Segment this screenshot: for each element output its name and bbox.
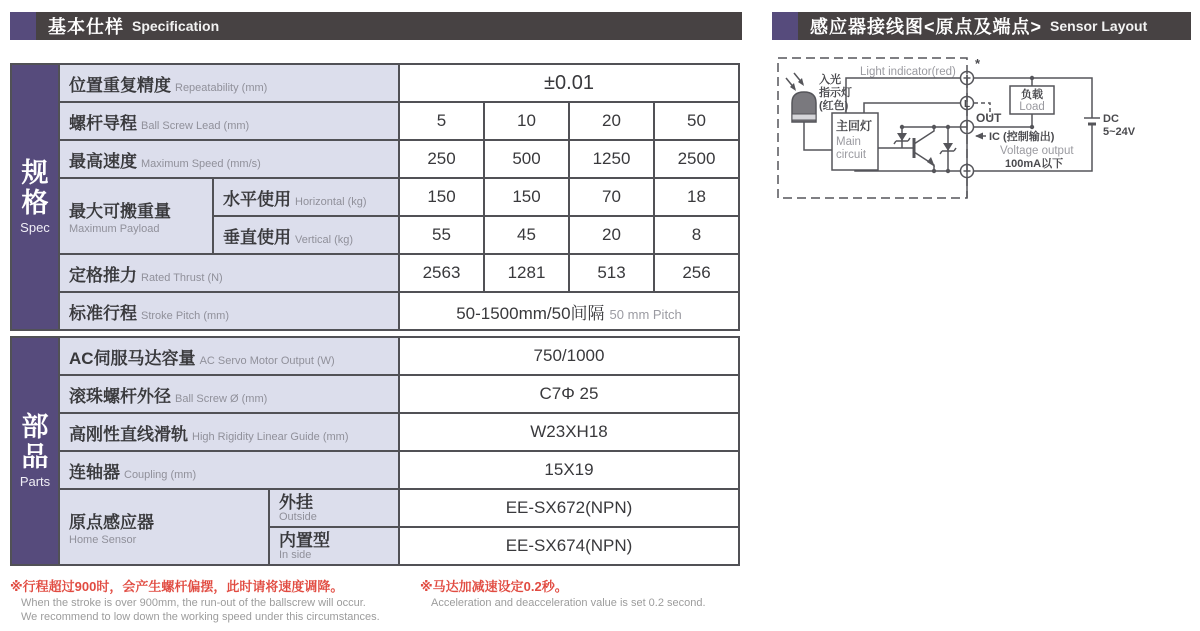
value-stroke-zh: 50-1500mm/50间隔 [456, 303, 605, 323]
load-zh: 负载 [1021, 89, 1043, 101]
sensor-boundary-box [778, 58, 967, 198]
main-circuit-en1: Main [836, 136, 861, 148]
sensor-layout-header-bar [772, 12, 1191, 40]
value-sensor-outside: EE-SX672(NPN) [399, 489, 739, 527]
voltage-output-label: Voltage output [1000, 145, 1074, 157]
value-thrust-3: 513 [569, 254, 654, 292]
label-vertical-en: Vertical (kg) [295, 233, 354, 246]
led-label-line3: (红色) [819, 100, 849, 112]
dc-voltage-label: 5~24V [1103, 126, 1136, 138]
label-vertical [213, 216, 399, 254]
label-coupling-en: Coupling (mm) [124, 468, 197, 481]
label-stroke-pitch [59, 292, 399, 330]
footnote-accel-zh: ※马达加减速设定0.2秒。 [420, 579, 568, 594]
value-vertical-2: 45 [484, 216, 569, 254]
svg-text:L: L [963, 99, 971, 110]
label-linear-guide [59, 413, 399, 451]
row-max-speed [11, 140, 739, 178]
value-horizontal-3: 70 [569, 178, 654, 216]
value-speed-1: 250 [399, 140, 484, 178]
terminal-out-label: OUT [976, 111, 1002, 125]
main-circuit-en2: circuit [836, 149, 867, 161]
footnote-acceleration [420, 576, 750, 609]
section-spec-zh: 规格 [21, 158, 49, 218]
value-stroke-en: 50 mm Pitch [609, 306, 682, 322]
row-ball-screw-dia [11, 375, 739, 413]
parts-table [10, 336, 740, 566]
dc-label: DC [1103, 113, 1119, 125]
row-coupling [11, 451, 739, 489]
purple-accent-square [10, 12, 36, 40]
value-stroke-pitch [399, 292, 739, 330]
label-guide-en: High Rigidity Linear Guide (mm) [192, 430, 349, 443]
value-linear-guide: W23XH18 [399, 413, 739, 451]
row-payload-horizontal [11, 178, 739, 216]
label-repeatability-en: Repeatability (mm) [175, 81, 268, 94]
value-thrust-2: 1281 [484, 254, 569, 292]
footnote-stroke-en2: We recommend to low down the working speed under this circumstances. [21, 611, 380, 623]
specification-header-bar [10, 12, 742, 40]
terminal-star: * [975, 56, 981, 71]
value-horizontal-4: 18 [654, 178, 739, 216]
label-coupling-zh: 连轴器 [69, 462, 120, 482]
label-screw-zh: 滚珠螺杆外径 [69, 386, 171, 406]
label-max-speed [59, 140, 399, 178]
specification-header-zh: 基本仕样 [48, 17, 124, 37]
row-repeatability [11, 64, 739, 102]
row-linear-guide [11, 413, 739, 451]
row-stroke-pitch [11, 292, 739, 330]
value-speed-2: 500 [484, 140, 569, 178]
section-label-spec [11, 64, 59, 330]
label-thrust-zh: 定格推力 [69, 265, 137, 285]
purple-accent-square [772, 12, 798, 40]
value-thrust-4: 256 [654, 254, 739, 292]
label-ball-screw-lead [59, 102, 399, 140]
value-lead-1: 5 [399, 102, 484, 140]
footnote-accel-en: Acceleration and deacceleration value is set 0.2 second. [431, 597, 706, 609]
label-vertical-zh: 垂直使用 [223, 227, 291, 247]
label-motor-zh: AC伺服马达容量 [69, 348, 196, 368]
label-horizontal-zh: 水平使用 [223, 189, 291, 209]
label-max-payload [59, 178, 213, 254]
value-horizontal-1: 150 [399, 178, 484, 216]
led-label-line1: 入光 [819, 74, 841, 86]
value-coupling: 15X19 [399, 451, 739, 489]
row-rated-thrust [11, 254, 739, 292]
label-repeatability [59, 64, 399, 102]
value-repeatability: ±0.01 [399, 64, 739, 102]
value-lead-4: 50 [654, 102, 739, 140]
label-thrust-en: Rated Thrust (N) [141, 271, 223, 284]
value-sensor-inside: EE-SX674(NPN) [399, 527, 739, 565]
label-servo-motor [59, 337, 399, 375]
label-stroke-zh: 标准行程 [69, 303, 137, 323]
label-inside-zh: 内置型 [279, 530, 330, 550]
specification-header-en: Specification [132, 18, 220, 34]
label-payload-zh: 最大可搬重量 [69, 202, 171, 221]
footnote-stroke-zh: ※行程超过900时，会产生螺杆偏摆，此时请将速度调降。 [10, 579, 344, 594]
value-speed-3: 1250 [569, 140, 654, 178]
label-home-sensor [59, 489, 269, 565]
sensor-wiring-diagram [772, 48, 1192, 216]
section-parts-zh: 部品 [21, 412, 49, 472]
value-lead-3: 20 [569, 102, 654, 140]
label-sensor-zh: 原点感应器 [69, 513, 154, 532]
led-label-line2: 指示灯 [819, 87, 852, 99]
section-label-parts [11, 337, 59, 565]
label-repeatability-zh: 位置重复精度 [69, 75, 171, 95]
label-rated-thrust [59, 254, 399, 292]
label-sensor-en: Home Sensor [69, 534, 137, 546]
row-home-sensor-outside [11, 489, 739, 527]
footnote-stroke [10, 576, 410, 623]
value-vertical-4: 8 [654, 216, 739, 254]
label-horizontal [213, 178, 399, 216]
light-indicator-label: Light indicator(red) [860, 66, 956, 78]
value-vertical-3: 20 [569, 216, 654, 254]
value-lead-2: 10 [484, 102, 569, 140]
value-speed-4: 2500 [654, 140, 739, 178]
section-parts-en: Parts [19, 473, 51, 489]
main-circuit-zh: 主回灯 [836, 119, 873, 133]
label-inside [269, 527, 399, 565]
spec-table [10, 63, 740, 331]
label-outside-en: Outside [279, 510, 317, 523]
specification-tables [10, 63, 740, 566]
label-stroke-en: Stroke Pitch (mm) [141, 309, 230, 322]
label-coupling [59, 451, 399, 489]
label-motor-en: AC Servo Motor Output (W) [199, 354, 335, 367]
label-guide-zh: 高刚性直线滑轨 [69, 424, 188, 444]
label-outside [269, 489, 399, 527]
label-horizontal-en: Horizontal (kg) [295, 195, 367, 208]
label-lead-zh: 螺杆导程 [69, 113, 137, 133]
label-speed-en: Maximum Speed (mm/s) [141, 157, 261, 170]
value-thrust-1: 2563 [399, 254, 484, 292]
label-inside-en: In side [279, 548, 312, 561]
value-ball-screw-dia: C7Φ 25 [399, 375, 739, 413]
load-en: Load [1019, 101, 1045, 113]
row-servo-motor [11, 337, 739, 375]
label-lead-en: Ball Screw Lead (mm) [141, 119, 250, 132]
row-ball-screw-lead [11, 102, 739, 140]
label-speed-zh: 最高速度 [69, 151, 137, 171]
label-payload-en: Maximum Payload [69, 223, 160, 235]
current-limit-label: 100mA以下 [1005, 158, 1064, 170]
sensor-layout-header-zh: 感应器接线图<原点及端点> [810, 17, 1043, 37]
value-horizontal-2: 150 [484, 178, 569, 216]
sensor-layout-header-en: Sensor Layout [1050, 18, 1148, 34]
led-indicator-icon [786, 73, 816, 122]
section-spec-en: Spec [20, 219, 50, 235]
label-ball-screw-dia [59, 375, 399, 413]
ic-output-label: IC (控制输出) [989, 131, 1055, 143]
label-screw-en: Ball Screw Ø (mm) [175, 392, 268, 405]
label-outside-zh: 外挂 [279, 492, 313, 512]
value-servo-motor: 750/1000 [399, 337, 739, 375]
footnote-stroke-en1: When the stroke is over 900mm, the run-out of the ballscrew will occur. [21, 597, 366, 609]
value-vertical-1: 55 [399, 216, 484, 254]
